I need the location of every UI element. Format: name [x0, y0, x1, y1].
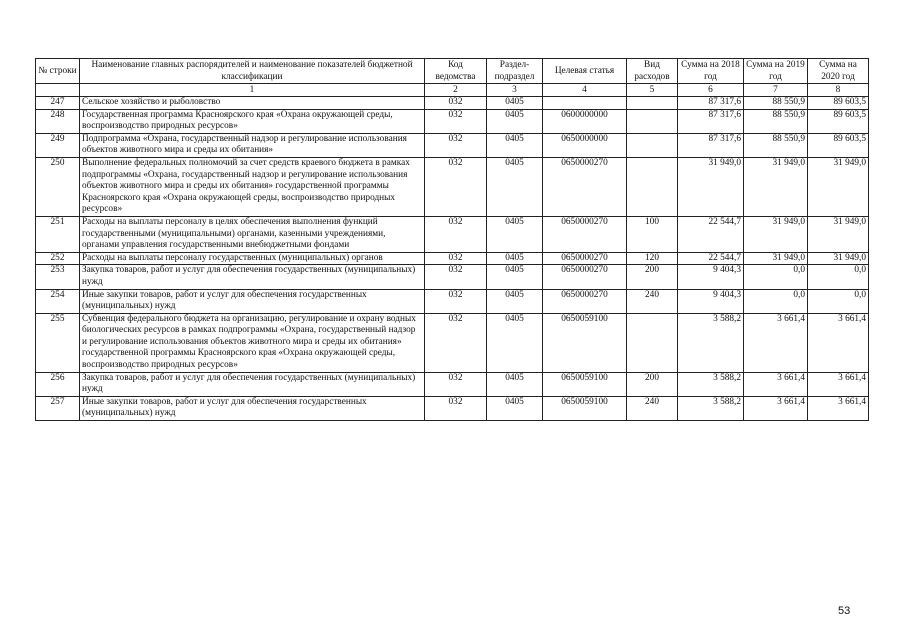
sum-2019: 0,0: [744, 265, 808, 289]
section-code: 0405: [487, 97, 543, 110]
row-name: Субвенция федерального бюджета на организацию, регулирование и охрану водных биологических ресурсов в рамках подпрограммы «Охрана, государственный надзор и регулирование использования объектов животного мира и среды их обитания» государственной программы Красноярского края «Охрана окружающей среды, воспроизводство природных ресурсов»: [80, 313, 425, 372]
sum-2018: 87 317,6: [678, 97, 744, 110]
row-name: Расходы на выплаты персоналу государственных (муниципальных) органов: [80, 252, 425, 265]
column-number: [36, 84, 80, 97]
column-number: 4: [543, 84, 627, 97]
budget-table: [35, 58, 869, 421]
table-body: [36, 97, 869, 421]
row-name: Сельское хозяйство и рыболовство: [80, 97, 425, 110]
sum-2018: 9 404,3: [678, 265, 744, 289]
row-name: Иные закупки товаров, работ и услуг для обеспечения государственных (муниципальных) нужд: [80, 289, 425, 313]
table-row: [36, 133, 869, 157]
row-number: 247: [36, 97, 80, 110]
sum-2018: 9 404,3: [678, 289, 744, 313]
header-sum-2019: Сумма на 2019 год: [744, 59, 808, 84]
target-code: 0650000270: [543, 157, 627, 216]
sum-2019: 31 949,0: [744, 216, 808, 252]
section-code: 0405: [487, 109, 543, 133]
sum-2020: 89 603,5: [808, 133, 869, 157]
row-number: 251: [36, 216, 80, 252]
row-name: Закупка товаров, работ и услуг для обеспечения государственных (муниципальных) нужд: [80, 372, 425, 396]
section-code: 0405: [487, 289, 543, 313]
row-number: 253: [36, 265, 80, 289]
sum-2019: 3 661,4: [744, 313, 808, 372]
target-code: 0650059100: [543, 372, 627, 396]
exp-type-code: 240: [627, 396, 678, 420]
section-code: 0405: [487, 396, 543, 420]
exp-type-code: [627, 157, 678, 216]
dept-code: 032: [425, 396, 487, 420]
table-row: [36, 252, 869, 265]
dept-code: 032: [425, 97, 487, 110]
header-sum-2020: Сумма на 2020 год: [808, 59, 869, 84]
header-target: Целевая статья: [543, 59, 627, 84]
sum-2020: 89 603,5: [808, 109, 869, 133]
sum-2018: 87 317,6: [678, 109, 744, 133]
sum-2018: 3 588,2: [678, 313, 744, 372]
sum-2020: 3 661,4: [808, 372, 869, 396]
dept-code: 032: [425, 313, 487, 372]
target-code: 0650059100: [543, 396, 627, 420]
exp-type-code: [627, 109, 678, 133]
sum-2018: 3 588,2: [678, 372, 744, 396]
sum-2020: 89 603,5: [808, 97, 869, 110]
dept-code: 032: [425, 109, 487, 133]
section-code: 0405: [487, 372, 543, 396]
column-number: 6: [678, 84, 744, 97]
table-row: [36, 396, 869, 420]
dept-code: 032: [425, 265, 487, 289]
exp-type-code: 200: [627, 372, 678, 396]
target-code: 0650000270: [543, 289, 627, 313]
column-number: 2: [425, 84, 487, 97]
sum-2018: 22 544,7: [678, 216, 744, 252]
section-code: 0405: [487, 313, 543, 372]
header-section: Раздел-подраздел: [487, 59, 543, 84]
sum-2019: 88 550,9: [744, 133, 808, 157]
dept-code: 032: [425, 133, 487, 157]
target-code: 0650000000: [543, 133, 627, 157]
dept-code: 032: [425, 252, 487, 265]
sum-2020: 31 949,0: [808, 157, 869, 216]
sum-2020: 3 661,4: [808, 313, 869, 372]
sum-2019: 31 949,0: [744, 157, 808, 216]
target-code: 0650000270: [543, 216, 627, 252]
exp-type-code: 100: [627, 216, 678, 252]
row-name: Иные закупки товаров, работ и услуг для обеспечения государственных (муниципальных) нужд: [80, 396, 425, 420]
target-code: 0650000270: [543, 252, 627, 265]
dept-code: 032: [425, 157, 487, 216]
sum-2019: 88 550,9: [744, 97, 808, 110]
row-number: 249: [36, 133, 80, 157]
column-number-row: [36, 84, 869, 97]
exp-type-code: 240: [627, 289, 678, 313]
dept-code: 032: [425, 289, 487, 313]
sum-2018: 87 317,6: [678, 133, 744, 157]
sum-2020: 31 949,0: [808, 216, 869, 252]
sum-2018: 31 949,0: [678, 157, 744, 216]
column-number: 8: [808, 84, 869, 97]
target-code: [543, 97, 627, 110]
exp-type-code: 200: [627, 265, 678, 289]
sum-2020: 31 949,0: [808, 252, 869, 265]
sum-2019: 0,0: [744, 289, 808, 313]
table-row: [36, 216, 869, 252]
table-row: [36, 372, 869, 396]
dept-code: 032: [425, 372, 487, 396]
header-sum-2018: Сумма на 2018 год: [678, 59, 744, 84]
sum-2020: 0,0: [808, 289, 869, 313]
sum-2018: 22 544,7: [678, 252, 744, 265]
sum-2019: 3 661,4: [744, 372, 808, 396]
target-code: 0650000270: [543, 265, 627, 289]
header-exp-type: Вид расходов: [627, 59, 678, 84]
row-name: Подпрограмма «Охрана, государственный надзор и регулирование использования объектов животного мира и среды их обитания»: [80, 133, 425, 157]
column-number: 1: [80, 84, 425, 97]
table-row: [36, 97, 869, 110]
exp-type-code: [627, 97, 678, 110]
header-dept-code: Код ведомства: [425, 59, 487, 84]
section-code: 0405: [487, 265, 543, 289]
table-row: [36, 265, 869, 289]
target-code: 0600000000: [543, 109, 627, 133]
row-number: 250: [36, 157, 80, 216]
row-number: 257: [36, 396, 80, 420]
row-name: Расходы на выплаты персоналу в целях обеспечения выполнения функций государственными (муниципальными) органами, казенными учреждениями, органами управления государственными внебюджетными фондами: [80, 216, 425, 252]
table-row: [36, 313, 869, 372]
exp-type-code: [627, 313, 678, 372]
exp-type-code: [627, 133, 678, 157]
page-number: 53: [838, 605, 851, 617]
dept-code: 032: [425, 216, 487, 252]
section-code: 0405: [487, 133, 543, 157]
exp-type-code: 120: [627, 252, 678, 265]
sum-2019: 88 550,9: [744, 109, 808, 133]
sum-2018: 3 588,2: [678, 396, 744, 420]
section-code: 0405: [487, 157, 543, 216]
table-row: [36, 157, 869, 216]
row-name: Закупка товаров, работ и услуг для обеспечения государственных (муниципальных) нужд: [80, 265, 425, 289]
header-row-no: № строки: [36, 59, 80, 84]
column-number: 7: [744, 84, 808, 97]
column-number: 5: [627, 84, 678, 97]
table-row: [36, 289, 869, 313]
column-number: 3: [487, 84, 543, 97]
row-name: Выполнение федеральных полномочий за счет средств краевого бюджета в рамках подпрограммы «Охрана, государственный надзор и регулирование использования объектов животного мира и среды их обитания» государственной программы Красноярского края «Охрана окружающей среды, воспроизводство природных ресурсов»: [80, 157, 425, 216]
row-number: 254: [36, 289, 80, 313]
section-code: 0405: [487, 216, 543, 252]
target-code: 0650059100: [543, 313, 627, 372]
header-row: [36, 59, 869, 84]
sum-2020: 0,0: [808, 265, 869, 289]
header-name: Наименование главных распорядителей и наименование показателей бюджетной классификации: [80, 59, 425, 84]
row-name: Государственная программа Красноярского края «Охрана окружающей среды, воспроизводство природных ресурсов»: [80, 109, 425, 133]
row-number: 248: [36, 109, 80, 133]
row-number: 252: [36, 252, 80, 265]
sum-2019: 3 661,4: [744, 396, 808, 420]
table-row: [36, 109, 869, 133]
row-number: 255: [36, 313, 80, 372]
row-number: 256: [36, 372, 80, 396]
sum-2020: 3 661,4: [808, 396, 869, 420]
section-code: 0405: [487, 252, 543, 265]
sum-2019: 31 949,0: [744, 252, 808, 265]
